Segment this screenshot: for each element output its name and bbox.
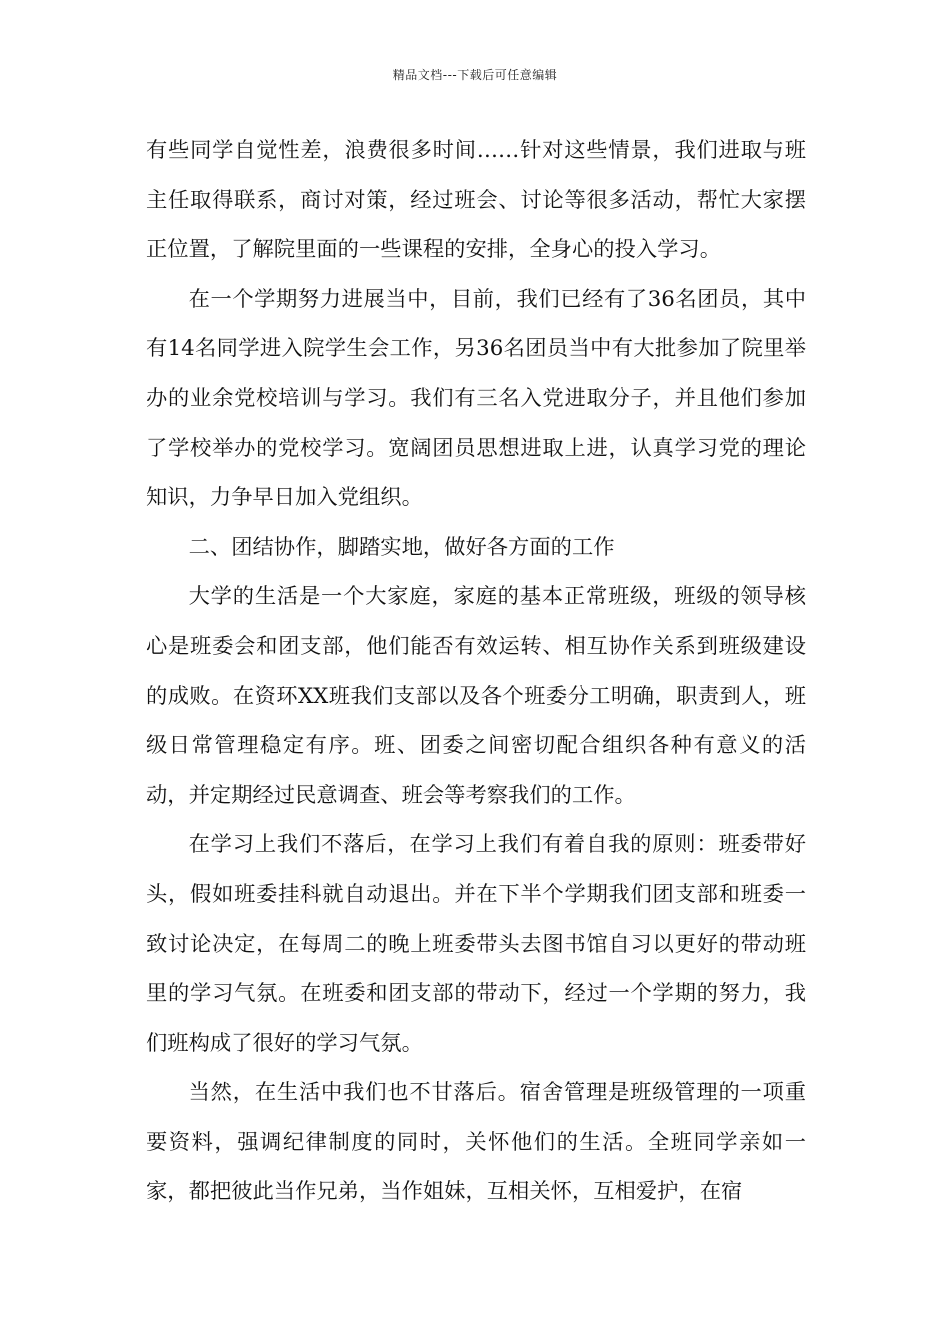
paragraph-5: 当然，在生活中我们也不甘落后。宿舍管理是班级管理的一项重要资料，强调纪律制度的同时，关怀他们的生活。全班同学亲如一家，都把彼此当作兄弟，当作姐妹，互相关怀，互相爱护，在宿 [146,1080,806,1205]
paragraph-1: 有些同学自觉性差，浪费很多时间……针对这些情景，我们进取与班主任取得联系，商讨对策，经过班会、讨论等很多活动，帮忙大家摆正位置，了解院里面的一些课程的安排，全身心的投入学习。 [146,138,806,263]
paragraph-3: 大学的生活是一个大家庭，家庭的基本正常班级，班级的领导核心是班委会和团支部，他们能否有效运转、相互协作关系到班级建设的成败。在资环XX班我们支部以及各个班委分工明确，职责到人，班级日常管理稳定有序。班、团委之间密切配合组织各种有意义的活动，并定期经过民意调查、班会等考察我们的工作。 [146,584,806,808]
paragraph-4: 在学习上我们不落后，在学习上我们有着自我的原则：班委带好头，假如班委挂科就自动退出。并在下半个学期我们团支部和班委一致讨论决定，在每周二的晚上班委带头去图书馆自习以更好的带动班里的学习气氛。在班委和团支部的带动下，经过一个学期的努力，我们班构成了很好的学习气氛。 [146,832,806,1056]
section-heading: 二、团结协作，脚踏实地，做好各方面的工作 [188,534,615,560]
paragraph-2: 在一个学期努力进展当中，目前，我们已经有了36名团员，其中有14名同学进入院学生会工作，另36名团员当中有大批参加了院里举办的业余党校培训与学习。我们有三名入党进取分子，并且他们参加了学校举办的党校学习。宽阔团员思想进取上进，认真学习党的理论知识，力争早日加入党组织。 [146,286,806,511]
document-body [146,126,806,1217]
page-header: 精品文档---下载后可任意编辑 [392,68,558,82]
